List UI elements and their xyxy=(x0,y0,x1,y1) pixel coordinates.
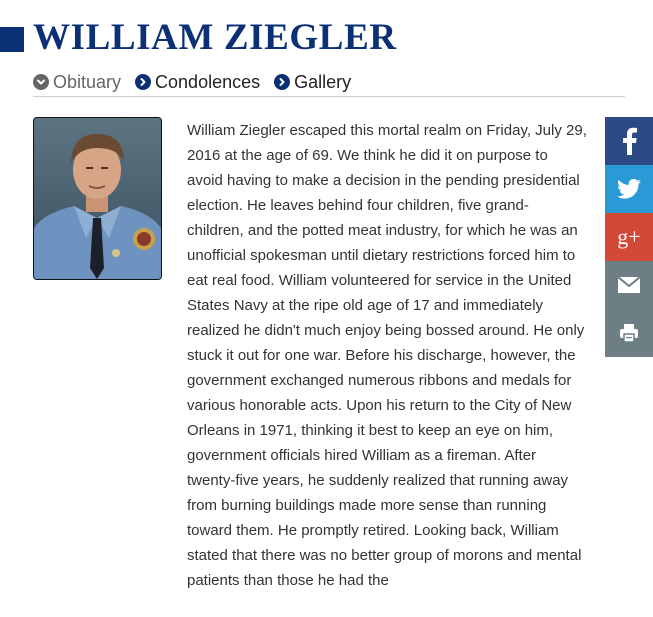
obituary-text: William Ziegler escaped this mortal realm on Friday, July 29, 2016 at the age of 69. We think he did it on purpose to avoid having to make a decision in the pending presidential election. He leaves behind four children, five grand- children, and the potted meat industry, for which he was an unofficial spokesman until dietary restrictions forced him to eat real food. William volunteered for service in the United States Navy at the ripe old age of 17 and immediately realized he didn't much enjoy being bossed around. He only stuck it out for one war. Before his discharge, however, the government exchanged numerous ribbons and medals for various honorable acts. Upon his return to the City of New Orleans in 1971, thinking it best to keep an eye on him, government officials hired William as a fireman. After twenty-five years, he suddenly realized that running away from burning buildings made more sense than running toward them. He promptly retired. Looking back, William stated that there was no better group of morons and mental patients than those he had the xyxy=(187,122,587,589)
portrait-photo xyxy=(33,117,162,280)
tab-condolences-label: Condolences xyxy=(155,71,261,92)
email-share-button[interactable] xyxy=(605,261,653,309)
obituary-tabs xyxy=(33,68,625,97)
tab-obituary-label: Obituary xyxy=(53,71,122,92)
google-plus-share-button[interactable] xyxy=(605,213,653,261)
chevron-right-icon xyxy=(135,74,151,90)
share-bar xyxy=(605,117,653,357)
facebook-share-button[interactable] xyxy=(605,117,653,165)
tab-gallery-label: Gallery xyxy=(294,71,352,92)
facebook-icon xyxy=(620,127,638,155)
chevron-down-icon xyxy=(33,74,49,90)
google-plus-icon: g+ xyxy=(617,224,641,249)
tab-gallery[interactable] xyxy=(274,72,351,93)
email-icon xyxy=(618,277,640,293)
page-title: WILLIAM ZIEGLER xyxy=(33,17,397,58)
tab-condolences[interactable] xyxy=(135,72,260,93)
print-button[interactable] xyxy=(605,309,653,357)
chevron-right-icon xyxy=(274,74,290,90)
tab-obituary[interactable] xyxy=(33,72,121,93)
twitter-share-button[interactable] xyxy=(605,165,653,213)
print-icon xyxy=(619,323,639,343)
title-accent-bar xyxy=(0,27,24,52)
twitter-icon xyxy=(617,179,641,199)
